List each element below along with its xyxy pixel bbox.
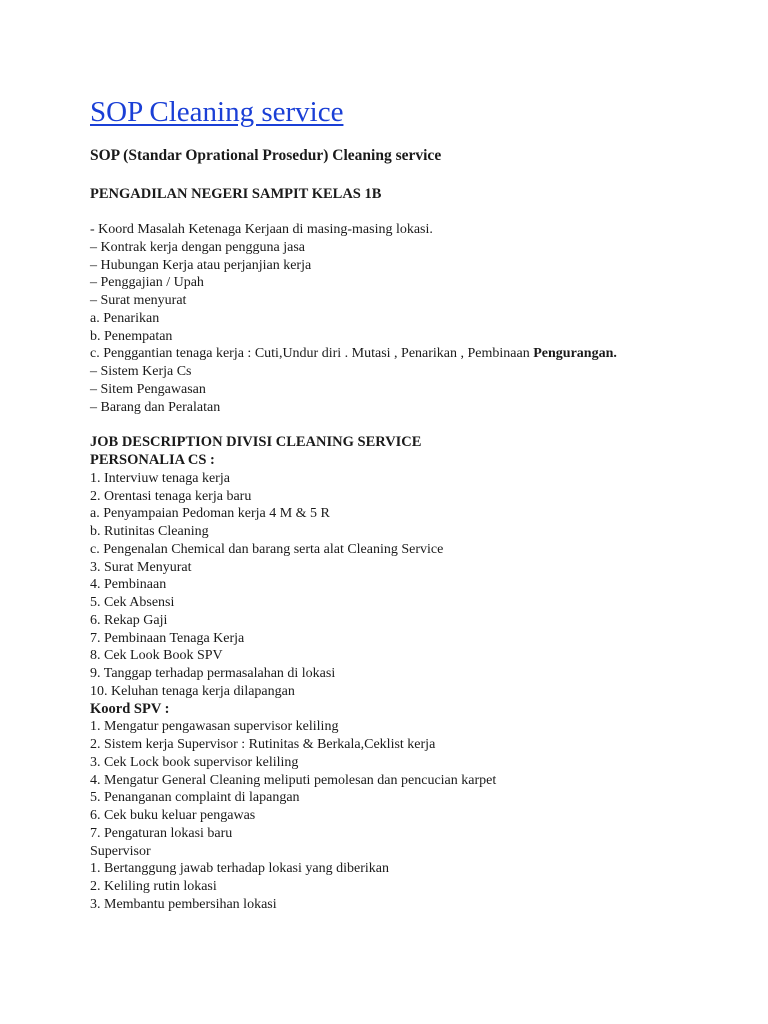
list-item: 5. Penanganan complaint di lapangan xyxy=(90,790,300,806)
supervisor-heading: Supervisor xyxy=(90,843,151,859)
list-item: 6. Rekap Gaji xyxy=(90,612,168,628)
list-item: – Kontrak kerja dengan pengguna jasa xyxy=(90,239,305,255)
list-item: b. Penempatan xyxy=(90,328,173,344)
list-item: 1. Mengatur pengawasan supervisor keliling xyxy=(90,719,339,735)
list-item: 1. Bertanggung jawab terhadap lokasi yang diberikan xyxy=(90,861,389,877)
list-item: 10. Keluhan tenaga kerja dilapangan xyxy=(90,683,295,699)
list-item: 7. Pengaturan lokasi baru xyxy=(90,825,233,841)
list-item: 4. Mengatur General Cleaning meliputi pemolesan dan pencucian karpet xyxy=(90,772,497,788)
list-item: – Barang dan Peralatan xyxy=(90,399,221,415)
sop-list xyxy=(90,221,730,416)
list-item: – Hubungan Kerja atau perjanjian kerja xyxy=(90,257,312,273)
list-item: 2. Orentasi tenaga kerja baru xyxy=(90,488,252,504)
list-item: a. Penarikan xyxy=(90,310,160,326)
list-item: b. Rutinitas Cleaning xyxy=(90,524,209,539)
document-page xyxy=(90,92,730,914)
koord-spv-heading: Koord SPV : xyxy=(90,700,170,717)
list-item: 2. Sistem kerja Supervisor : Rutinitas & Berkala,Ceklist kerja xyxy=(90,737,436,752)
page-title-link[interactable]: SOP Cleaning service xyxy=(90,96,344,128)
list-item-penggantian xyxy=(90,345,730,363)
list-item: 9. Tanggap terhadap permasalahan di lokasi xyxy=(90,666,336,681)
list-item: – Sistem Kerja Cs xyxy=(90,364,192,379)
list-item: 3. Membantu pembersihan lokasi xyxy=(90,896,277,912)
penggantian-text: c. Penggantian tenaga kerja : Cuti,Undur diri . Mutasi , Penarikan , Pembinaan xyxy=(90,346,534,362)
job-description-heading: JOB DESCRIPTION DIVISI CLEANING SERVICE xyxy=(90,434,422,451)
list-item: 8. Cek Look Book SPV xyxy=(90,648,223,664)
personalia-heading: PERSONALIA CS : xyxy=(90,452,215,468)
list-item: 5. Cek Absensi xyxy=(90,595,175,610)
list-item: 3. Cek Lock book supervisor keliling xyxy=(90,754,299,770)
list-item: 4. Pembinaan xyxy=(90,577,167,593)
list-item: - Koord Masalah Ketenaga Kerjaan di masing-masing lokasi. xyxy=(90,222,433,237)
list-item: – Penggajian / Upah xyxy=(90,275,204,291)
list-item: 7. Pembinaan Tenaga Kerja xyxy=(90,630,245,646)
list-item: 2. Keliling rutin lokasi xyxy=(90,879,217,894)
list-item: – Sitem Pengawasan xyxy=(90,381,206,397)
list-item: 3. Surat Menyurat xyxy=(90,559,192,575)
court-heading: PENGADILAN NEGERI SAMPIT KELAS 1B xyxy=(90,186,382,202)
list-item: 1. Interviuw tenaga kerja xyxy=(90,470,230,486)
job-description-section xyxy=(90,434,730,913)
list-item: 6. Cek buku keluar pengawas xyxy=(90,808,256,823)
list-item: – Surat menyurat xyxy=(90,293,187,308)
document-subtitle: SOP (Standar Oprational Prosedur) Cleaning service xyxy=(90,147,442,164)
penggantian-bold-text: Pengurangan. xyxy=(533,346,617,362)
list-item: c. Pengenalan Chemical dan barang serta alat Cleaning Service xyxy=(90,541,444,557)
list-item: a. Penyampaian Pedoman kerja 4 M & 5 R xyxy=(90,506,330,522)
